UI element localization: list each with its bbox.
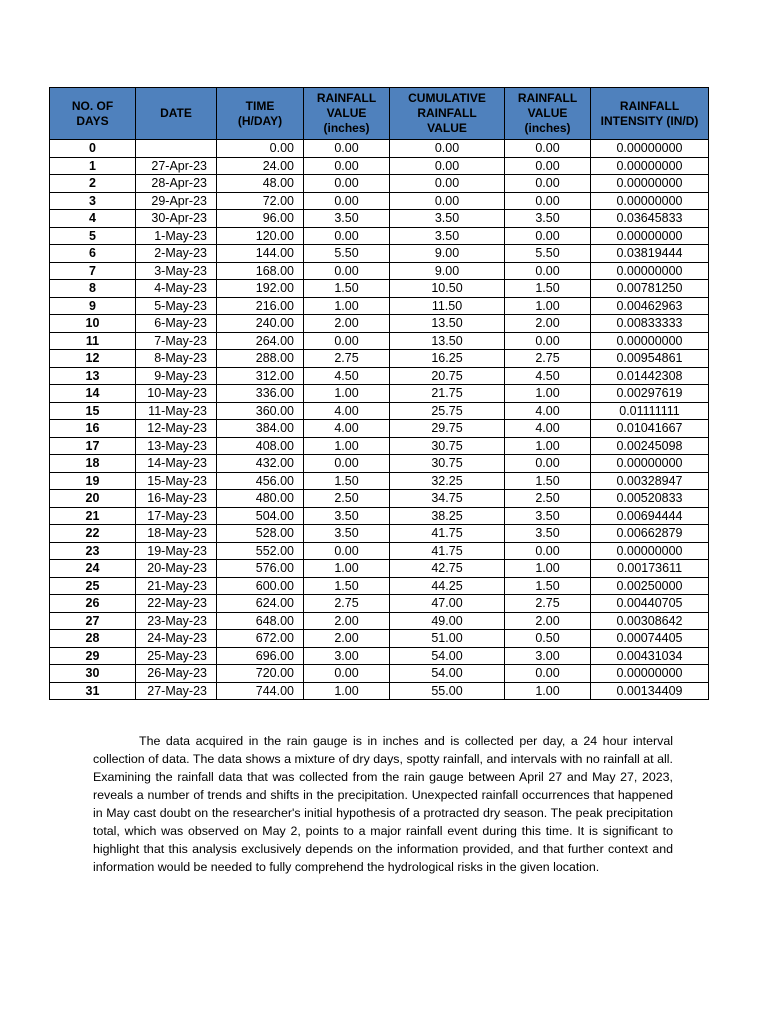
date-cell: 6-May-23 [136, 315, 217, 333]
cumulative-rainfall-cell: 0.00 [390, 157, 505, 175]
table-row [50, 647, 709, 665]
date-cell: 27-Apr-23 [136, 157, 217, 175]
rainfall-intensity-cell: 0.00781250 [591, 280, 709, 298]
rainfall-value-cell: 0.00 [304, 192, 390, 210]
cumulative-rainfall-cell: 51.00 [390, 630, 505, 648]
rainfall-intensity-cell: 0.00000000 [591, 542, 709, 560]
date-cell: 4-May-23 [136, 280, 217, 298]
time-cell: 648.00 [217, 612, 304, 630]
day-number-cell: 20 [50, 490, 136, 508]
day-number-cell: 23 [50, 542, 136, 560]
rainfall-intensity-cell: 0.00328947 [591, 472, 709, 490]
rainfall-value-2-cell: 1.00 [505, 297, 591, 315]
rainfall-value-2-cell: 2.50 [505, 490, 591, 508]
cumulative-rainfall-cell: 21.75 [390, 385, 505, 403]
time-cell: 0.00 [217, 140, 304, 158]
rainfall-value-cell: 2.75 [304, 350, 390, 368]
date-cell: 28-Apr-23 [136, 175, 217, 193]
table-row [50, 210, 709, 228]
day-number-cell: 29 [50, 647, 136, 665]
day-number-cell: 31 [50, 682, 136, 700]
rainfall-value-cell: 4.00 [304, 402, 390, 420]
table-row [50, 140, 709, 158]
rainfall-intensity-cell: 0.00954861 [591, 350, 709, 368]
time-cell: 240.00 [217, 315, 304, 333]
rainfall-value-2-cell: 2.00 [505, 612, 591, 630]
day-number-cell: 7 [50, 262, 136, 280]
rainfall-intensity-cell: 0.00833333 [591, 315, 709, 333]
date-cell: 14-May-23 [136, 455, 217, 473]
rainfall-intensity-cell: 0.00074405 [591, 630, 709, 648]
table-row [50, 227, 709, 245]
rainfall-value-2-cell: 1.50 [505, 577, 591, 595]
rainfall-value-2-cell: 0.00 [505, 227, 591, 245]
table-row [50, 402, 709, 420]
rainfall-value-cell: 2.75 [304, 595, 390, 613]
day-number-cell: 18 [50, 455, 136, 473]
date-cell: 13-May-23 [136, 437, 217, 455]
day-number-cell: 1 [50, 157, 136, 175]
cumulative-rainfall-cell: 3.50 [390, 227, 505, 245]
cumulative-rainfall-cell: 29.75 [390, 420, 505, 438]
date-cell: 23-May-23 [136, 612, 217, 630]
rainfall-value-cell: 2.00 [304, 612, 390, 630]
day-number-cell: 25 [50, 577, 136, 595]
day-number-cell: 0 [50, 140, 136, 158]
cumulative-rainfall-cell: 49.00 [390, 612, 505, 630]
cumulative-rainfall-cell: 20.75 [390, 367, 505, 385]
rainfall-value-cell: 0.00 [304, 140, 390, 158]
time-cell: 552.00 [217, 542, 304, 560]
rainfall-value-2-cell: 3.50 [505, 525, 591, 543]
time-cell: 312.00 [217, 367, 304, 385]
table-row [50, 525, 709, 543]
date-cell: 11-May-23 [136, 402, 217, 420]
table-row [50, 175, 709, 193]
date-cell: 22-May-23 [136, 595, 217, 613]
table-header-row [50, 88, 709, 140]
table-row [50, 682, 709, 700]
rainfall-value-cell: 4.00 [304, 420, 390, 438]
rainfall-value-2-cell: 2.75 [505, 595, 591, 613]
date-cell: 20-May-23 [136, 560, 217, 578]
rainfall-value-cell: 2.00 [304, 315, 390, 333]
table-row [50, 490, 709, 508]
rainfall-value-cell: 0.00 [304, 175, 390, 193]
day-number-cell: 21 [50, 507, 136, 525]
cumulative-rainfall-cell: 32.25 [390, 472, 505, 490]
date-cell: 18-May-23 [136, 525, 217, 543]
rainfall-value-cell: 5.50 [304, 245, 390, 263]
date-cell: 12-May-23 [136, 420, 217, 438]
rainfall-intensity-cell: 0.00308642 [591, 612, 709, 630]
rainfall-value-2-cell: 4.00 [505, 420, 591, 438]
time-cell: 672.00 [217, 630, 304, 648]
rainfall-value-2-cell: 0.00 [505, 665, 591, 683]
day-number-cell: 2 [50, 175, 136, 193]
rainfall-intensity-cell: 0.01041667 [591, 420, 709, 438]
rainfall-value-2-cell: 0.00 [505, 140, 591, 158]
rainfall-value-2-cell: 0.00 [505, 332, 591, 350]
rainfall-intensity-cell: 0.00000000 [591, 175, 709, 193]
day-number-cell: 8 [50, 280, 136, 298]
date-cell: 26-May-23 [136, 665, 217, 683]
cumulative-rainfall-cell: 9.00 [390, 245, 505, 263]
rainfall-intensity-cell: 0.00440705 [591, 595, 709, 613]
cumulative-rainfall-cell: 0.00 [390, 192, 505, 210]
rainfall-value-cell: 1.00 [304, 385, 390, 403]
day-number-cell: 10 [50, 315, 136, 333]
rainfall-value-cell: 3.50 [304, 525, 390, 543]
narrative-paragraph: The data acquired in the rain gauge is in inches and is collected per day, a 24 hour interval collection of data. The data shows a mixture of dry days, spotty rainfall, and intervals with no rainfall at all. Examining the rainfall data that was collected from the rain gauge between April 27 and May 27, 2023, reveals a number of trends and shifts in the precipitation. Unexpected rainfall occurrences that happened in May cast doubt on the researcher's initial hypothesis of a protracted dry season. The peak precipitation total, which was observed on May 2, points to a major rainfall event during this time. It is significant to highlight that this analysis exclusively depends on the information provided, and that further context and information would be needed to fully comprehend the hydrological risks in the given location. [93, 734, 673, 874]
rainfall-value-2-cell: 0.00 [505, 175, 591, 193]
day-number-cell: 4 [50, 210, 136, 228]
table-row [50, 245, 709, 263]
rainfall-intensity-cell: 0.00000000 [591, 332, 709, 350]
rainfall-value-cell: 0.00 [304, 332, 390, 350]
table-row [50, 472, 709, 490]
date-cell: 2-May-23 [136, 245, 217, 263]
rainfall-intensity-cell: 0.00000000 [591, 455, 709, 473]
col-header-rainfall-value: RAINFALL VALUE (inches) [304, 88, 390, 140]
table-row [50, 350, 709, 368]
date-cell: 17-May-23 [136, 507, 217, 525]
rainfall-intensity-cell: 0.03645833 [591, 210, 709, 228]
cumulative-rainfall-cell: 16.25 [390, 350, 505, 368]
rainfall-intensity-cell: 0.01111111 [591, 402, 709, 420]
cumulative-rainfall-cell: 13.50 [390, 315, 505, 333]
table-row [50, 665, 709, 683]
rainfall-intensity-cell: 0.01442308 [591, 367, 709, 385]
time-cell: 432.00 [217, 455, 304, 473]
rainfall-value-2-cell: 0.00 [505, 542, 591, 560]
rainfall-value-2-cell: 2.00 [505, 315, 591, 333]
date-cell: 10-May-23 [136, 385, 217, 403]
time-cell: 288.00 [217, 350, 304, 368]
cumulative-rainfall-cell: 41.75 [390, 525, 505, 543]
day-number-cell: 16 [50, 420, 136, 438]
time-cell: 144.00 [217, 245, 304, 263]
cumulative-rainfall-cell: 47.00 [390, 595, 505, 613]
table-row [50, 542, 709, 560]
time-cell: 504.00 [217, 507, 304, 525]
rainfall-intensity-cell: 0.00000000 [591, 140, 709, 158]
day-number-cell: 13 [50, 367, 136, 385]
date-cell: 9-May-23 [136, 367, 217, 385]
table-row [50, 577, 709, 595]
rainfall-value-cell: 1.00 [304, 437, 390, 455]
time-cell: 216.00 [217, 297, 304, 315]
rainfall-value-2-cell: 4.50 [505, 367, 591, 385]
rainfall-intensity-cell: 0.00462963 [591, 297, 709, 315]
cumulative-rainfall-cell: 0.00 [390, 140, 505, 158]
date-cell: 24-May-23 [136, 630, 217, 648]
day-number-cell: 15 [50, 402, 136, 420]
rainfall-value-cell: 0.00 [304, 227, 390, 245]
rainfall-table [49, 87, 709, 700]
date-cell: 8-May-23 [136, 350, 217, 368]
col-header-no-of-days: NO. OF DAYS [50, 88, 136, 140]
table-row [50, 595, 709, 613]
day-number-cell: 26 [50, 595, 136, 613]
rainfall-value-cell: 1.00 [304, 560, 390, 578]
date-cell: 30-Apr-23 [136, 210, 217, 228]
rainfall-value-cell: 0.00 [304, 455, 390, 473]
rainfall-value-2-cell: 1.00 [505, 560, 591, 578]
time-cell: 168.00 [217, 262, 304, 280]
day-number-cell: 24 [50, 560, 136, 578]
rainfall-value-cell: 0.00 [304, 262, 390, 280]
time-cell: 456.00 [217, 472, 304, 490]
date-cell: 1-May-23 [136, 227, 217, 245]
rainfall-value-cell: 1.50 [304, 472, 390, 490]
day-number-cell: 5 [50, 227, 136, 245]
cumulative-rainfall-cell: 55.00 [390, 682, 505, 700]
date-cell: 25-May-23 [136, 647, 217, 665]
table-row [50, 315, 709, 333]
rainfall-value-2-cell: 1.00 [505, 385, 591, 403]
rainfall-value-2-cell: 1.50 [505, 472, 591, 490]
date-cell [136, 140, 217, 158]
rainfall-intensity-cell: 0.00694444 [591, 507, 709, 525]
table-row [50, 332, 709, 350]
cumulative-rainfall-cell: 41.75 [390, 542, 505, 560]
date-cell: 19-May-23 [136, 542, 217, 560]
rainfall-value-cell: 3.50 [304, 507, 390, 525]
day-number-cell: 19 [50, 472, 136, 490]
time-cell: 480.00 [217, 490, 304, 508]
table-row [50, 420, 709, 438]
cumulative-rainfall-cell: 54.00 [390, 665, 505, 683]
table-body [50, 140, 709, 700]
table-row [50, 612, 709, 630]
rainfall-intensity-cell: 0.00000000 [591, 227, 709, 245]
rainfall-value-2-cell: 0.00 [505, 262, 591, 280]
rainfall-intensity-cell: 0.00245098 [591, 437, 709, 455]
date-cell: 21-May-23 [136, 577, 217, 595]
time-cell: 720.00 [217, 665, 304, 683]
day-number-cell: 6 [50, 245, 136, 263]
rainfall-value-2-cell: 3.50 [505, 507, 591, 525]
col-header-date: DATE [136, 88, 217, 140]
rainfall-value-cell: 2.50 [304, 490, 390, 508]
rainfall-value-cell: 0.00 [304, 665, 390, 683]
time-cell: 528.00 [217, 525, 304, 543]
table-row [50, 630, 709, 648]
table-row [50, 367, 709, 385]
rainfall-value-cell: 1.50 [304, 280, 390, 298]
time-cell: 360.00 [217, 402, 304, 420]
cumulative-rainfall-cell: 44.25 [390, 577, 505, 595]
cumulative-rainfall-cell: 13.50 [390, 332, 505, 350]
col-header-time: TIME (H/DAY) [217, 88, 304, 140]
cumulative-rainfall-cell: 10.50 [390, 280, 505, 298]
time-cell: 384.00 [217, 420, 304, 438]
table-row [50, 385, 709, 403]
table-row [50, 560, 709, 578]
cumulative-rainfall-cell: 0.00 [390, 175, 505, 193]
rainfall-value-2-cell: 2.75 [505, 350, 591, 368]
rainfall-intensity-cell: 0.00431034 [591, 647, 709, 665]
rainfall-intensity-cell: 0.00000000 [591, 665, 709, 683]
rainfall-value-2-cell: 3.00 [505, 647, 591, 665]
table-row [50, 507, 709, 525]
cumulative-rainfall-cell: 25.75 [390, 402, 505, 420]
cumulative-rainfall-cell: 9.00 [390, 262, 505, 280]
rainfall-value-2-cell: 0.50 [505, 630, 591, 648]
table-row [50, 262, 709, 280]
rainfall-value-2-cell: 0.00 [505, 455, 591, 473]
cumulative-rainfall-cell: 30.75 [390, 455, 505, 473]
rainfall-intensity-cell: 0.00520833 [591, 490, 709, 508]
time-cell: 408.00 [217, 437, 304, 455]
time-cell: 120.00 [217, 227, 304, 245]
cumulative-rainfall-cell: 38.25 [390, 507, 505, 525]
time-cell: 600.00 [217, 577, 304, 595]
time-cell: 696.00 [217, 647, 304, 665]
rainfall-value-cell: 3.50 [304, 210, 390, 228]
rainfall-value-cell: 1.50 [304, 577, 390, 595]
day-number-cell: 22 [50, 525, 136, 543]
cumulative-rainfall-cell: 34.75 [390, 490, 505, 508]
day-number-cell: 12 [50, 350, 136, 368]
date-cell: 3-May-23 [136, 262, 217, 280]
rainfall-value-cell: 0.00 [304, 542, 390, 560]
rainfall-value-2-cell: 1.00 [505, 682, 591, 700]
table-row [50, 192, 709, 210]
table-row [50, 280, 709, 298]
rainfall-value-2-cell: 1.50 [505, 280, 591, 298]
time-cell: 72.00 [217, 192, 304, 210]
rainfall-value-2-cell: 4.00 [505, 402, 591, 420]
time-cell: 24.00 [217, 157, 304, 175]
rainfall-value-2-cell: 0.00 [505, 192, 591, 210]
rainfall-intensity-cell: 0.00134409 [591, 682, 709, 700]
table-row [50, 437, 709, 455]
date-cell: 5-May-23 [136, 297, 217, 315]
rainfall-intensity-cell: 0.03819444 [591, 245, 709, 263]
rainfall-intensity-cell: 0.00250000 [591, 577, 709, 595]
rainfall-value-cell: 2.00 [304, 630, 390, 648]
rainfall-value-cell: 1.00 [304, 297, 390, 315]
cumulative-rainfall-cell: 11.50 [390, 297, 505, 315]
rainfall-intensity-cell: 0.00000000 [591, 192, 709, 210]
rainfall-intensity-cell: 0.00297619 [591, 385, 709, 403]
table-row [50, 297, 709, 315]
table-row [50, 157, 709, 175]
day-number-cell: 27 [50, 612, 136, 630]
cumulative-rainfall-cell: 30.75 [390, 437, 505, 455]
col-header-rainfall-intensity: RAINFALL INTENSITY (IN/D) [591, 88, 709, 140]
cumulative-rainfall-cell: 3.50 [390, 210, 505, 228]
day-number-cell: 17 [50, 437, 136, 455]
day-number-cell: 28 [50, 630, 136, 648]
rainfall-intensity-cell: 0.00000000 [591, 262, 709, 280]
time-cell: 48.00 [217, 175, 304, 193]
time-cell: 624.00 [217, 595, 304, 613]
cumulative-rainfall-cell: 42.75 [390, 560, 505, 578]
rainfall-value-2-cell: 3.50 [505, 210, 591, 228]
table-row [50, 455, 709, 473]
rainfall-value-2-cell: 5.50 [505, 245, 591, 263]
rainfall-value-cell: 1.00 [304, 682, 390, 700]
cumulative-rainfall-cell: 54.00 [390, 647, 505, 665]
day-number-cell: 14 [50, 385, 136, 403]
time-cell: 264.00 [217, 332, 304, 350]
day-number-cell: 9 [50, 297, 136, 315]
col-header-cumulative-rainfall: CUMULATIVE RAINFALL VALUE [390, 88, 505, 140]
date-cell: 7-May-23 [136, 332, 217, 350]
rainfall-value-2-cell: 1.00 [505, 437, 591, 455]
day-number-cell: 30 [50, 665, 136, 683]
date-cell: 15-May-23 [136, 472, 217, 490]
rainfall-value-cell: 0.00 [304, 157, 390, 175]
time-cell: 336.00 [217, 385, 304, 403]
rainfall-value-cell: 4.50 [304, 367, 390, 385]
time-cell: 192.00 [217, 280, 304, 298]
time-cell: 576.00 [217, 560, 304, 578]
rainfall-intensity-cell: 0.00000000 [591, 157, 709, 175]
col-header-rainfall-value-2: RAINFALL VALUE (inches) [505, 88, 591, 140]
rainfall-value-cell: 3.00 [304, 647, 390, 665]
rainfall-value-2-cell: 0.00 [505, 157, 591, 175]
rainfall-intensity-cell: 0.00173611 [591, 560, 709, 578]
day-number-cell: 3 [50, 192, 136, 210]
time-cell: 96.00 [217, 210, 304, 228]
day-number-cell: 11 [50, 332, 136, 350]
time-cell: 744.00 [217, 682, 304, 700]
date-cell: 29-Apr-23 [136, 192, 217, 210]
date-cell: 27-May-23 [136, 682, 217, 700]
rainfall-intensity-cell: 0.00662879 [591, 525, 709, 543]
date-cell: 16-May-23 [136, 490, 217, 508]
